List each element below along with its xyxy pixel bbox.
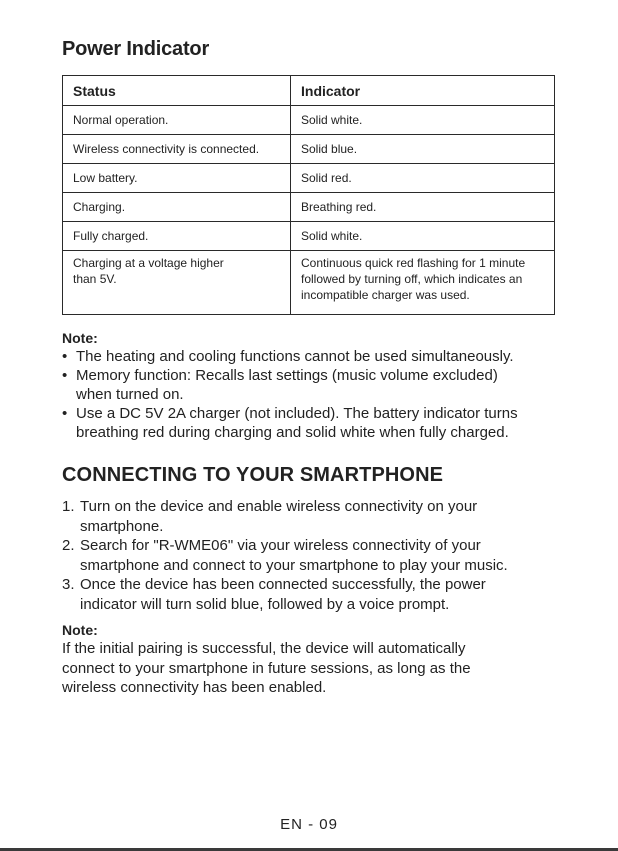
note-line: The heating and cooling functions cannot be used simultaneously. (76, 348, 514, 365)
indicator-line: Continuous quick red flashing for 1 minute (301, 256, 526, 270)
table-row (63, 106, 555, 135)
list-item (62, 347, 572, 366)
power-indicator-table (62, 75, 555, 315)
status-cell: Normal operation. (63, 106, 291, 135)
indicator-cell: Solid red. (291, 164, 555, 193)
step-line: smartphone. (80, 517, 164, 535)
note-label: Note: (62, 330, 98, 346)
step-line: Search for "R-WME06" via your wireless connectivity of your (80, 537, 481, 554)
table-row (63, 222, 555, 251)
status-cell: Wireless connectivity is connected. (63, 135, 291, 164)
steps-list (62, 497, 562, 614)
status-cell: Low battery. (63, 164, 291, 193)
status-cell: Fully charged. (63, 222, 291, 251)
indicator-line: incompatible charger was used. (301, 288, 470, 302)
indicator-cell (291, 251, 555, 315)
table-row (63, 135, 555, 164)
indicator-cell: Solid white. (291, 106, 555, 135)
note-line: when turned on. (76, 386, 184, 403)
table-header-row (63, 76, 555, 106)
list-item (62, 575, 562, 614)
bullet-icon: • (62, 348, 68, 365)
table-header-status: Status (63, 76, 291, 106)
step-line: smartphone and connect to your smartphone to play your music. (80, 556, 508, 574)
step-number: 1. (62, 498, 75, 515)
list-item (62, 497, 562, 536)
bullet-icon: • (62, 405, 68, 422)
step-number: 2. (62, 537, 75, 554)
step-line: Once the device has been connected successfully, the power (80, 576, 486, 593)
status-cell (63, 251, 291, 315)
table-row (63, 164, 555, 193)
note-line: wireless connectivity has been enabled. (62, 679, 327, 696)
list-item (62, 366, 572, 404)
indicator-cell: Solid blue. (291, 135, 555, 164)
table-row (63, 193, 555, 222)
indicator-line: followed by turning off, which indicates an (301, 272, 523, 286)
note-line: breathing red during charging and solid white when fully charged. (76, 424, 509, 441)
step-line: Turn on the device and enable wireless connectivity on your (80, 498, 478, 515)
note-label: Note: (62, 622, 98, 638)
status-line: Charging at a voltage higher (73, 256, 224, 270)
step-line: indicator will turn solid blue, followed by a voice prompt. (80, 595, 450, 613)
note-paragraph (62, 639, 532, 698)
table-row (63, 251, 555, 315)
note-line: connect to your smartphone in future sessions, as long as the (62, 659, 471, 677)
note-line: Memory function: Recalls last settings (music volume excluded) (76, 367, 498, 384)
bullet-icon: • (62, 367, 68, 384)
page-number: EN - 09 (280, 816, 338, 833)
list-item (62, 404, 572, 442)
step-number: 3. (62, 576, 75, 593)
indicator-cell: Solid white. (291, 222, 555, 251)
list-item (62, 536, 562, 575)
section-title-connecting: CONNECTING TO YOUR SMARTPHONE (62, 464, 444, 486)
status-line: than 5V. (73, 272, 117, 286)
note-line: If the initial pairing is successful, the device will automatically (62, 640, 466, 657)
table-header-indicator: Indicator (291, 76, 555, 106)
note-line: Use a DC 5V 2A charger (not included). The battery indicator turns (76, 405, 518, 422)
section-title-power-indicator: Power Indicator (62, 38, 210, 60)
indicator-cell: Breathing red. (291, 193, 555, 222)
status-cell: Charging. (63, 193, 291, 222)
note-list (62, 347, 572, 442)
